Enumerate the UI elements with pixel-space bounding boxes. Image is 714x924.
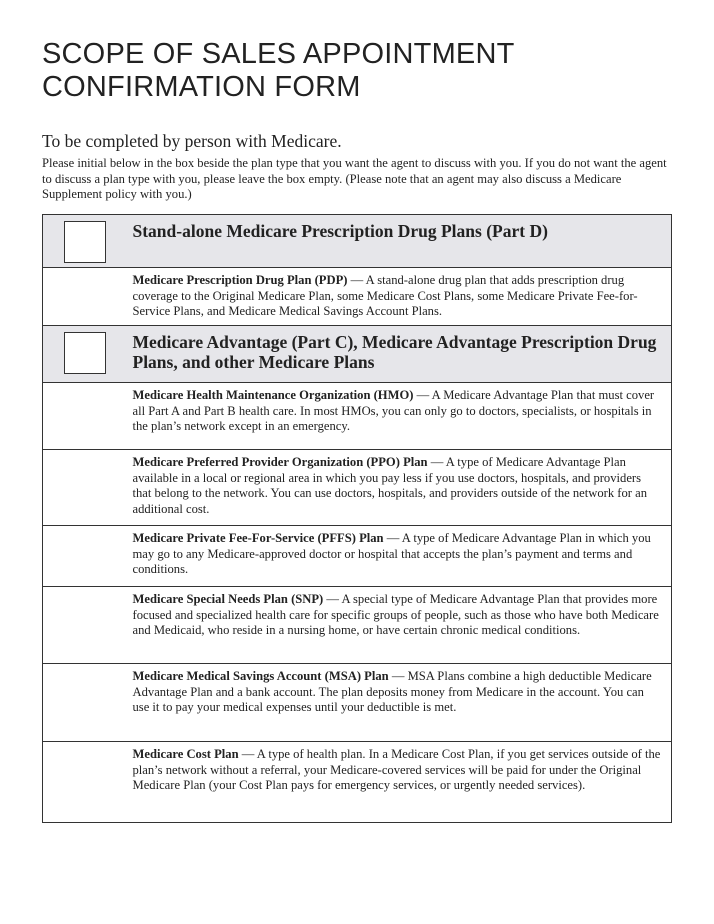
initial-box-part-c[interactable]: [64, 332, 106, 374]
plan-name-hmo: Medicare Health Maintenance Organization (HMO): [132, 388, 414, 402]
plan-name-pdp: Medicare Prescription Drug Plan (PDP): [132, 273, 348, 287]
section-heading-cell: [133, 326, 672, 383]
section-heading-cell: [133, 215, 672, 268]
plan-text-msa: — MSA Plans combine a high deductible Medicare Advantage Plan and a bank account. The plan deposits money from Medicare in the account. You can use it to pay your medical expenses until your deductible is met.: [132, 669, 652, 715]
plan-row-pdp: [43, 268, 672, 326]
section-heading-part-c: Medicare Advantage (Part C), Medicare Advantage Prescription Drug Plans, and other Medicare Plans: [132, 332, 657, 372]
title-line-1: SCOPE OF SALES APPOINTMENT: [42, 38, 515, 70]
plan-text-pffs: — A type of Medicare Advantage Plan in which you may go to any Medicare-approved doctor or hospital that accepts the plan’s payment and terms and conditions.: [132, 531, 651, 577]
plan-row-pffs: [43, 526, 672, 587]
title-line-2: CONFIRMATION FORM: [42, 71, 361, 103]
initial-box-cell: [43, 215, 133, 268]
section-heading-part-d: Stand-alone Medicare Prescription Drug Plans (Part D): [132, 221, 548, 241]
plan-row-msa: [43, 664, 672, 742]
plan-description: [133, 526, 672, 578]
plan-row-ppo: [43, 450, 672, 526]
plan-text-pdp: — A stand-alone drug plan that adds prescription drug coverage to the Original Medicare Plan, some Medicare Cost Plans, some Medicare Private Fee-for-Service Plans, and Medicare Medical Savings Account Plans.: [132, 273, 638, 319]
plan-name-snp: Medicare Special Needs Plan (SNP): [132, 592, 324, 606]
plan-row-snp: [43, 587, 672, 664]
plan-type-table: [42, 214, 672, 823]
plan-description: [133, 742, 672, 794]
section-row-part-d: [43, 215, 672, 268]
plan-description: [133, 268, 672, 320]
form-title: [42, 38, 682, 104]
form-subtitle: To be completed by person with Medicare.: [42, 131, 342, 151]
plan-description: [133, 383, 672, 435]
initial-box-cell: [43, 326, 133, 383]
plan-row-cost: [43, 742, 672, 823]
plan-name-pffs: Medicare Private Fee-For-Service (PFFS) Plan: [132, 531, 384, 545]
plan-name-msa: Medicare Medical Savings Account (MSA) Plan: [132, 669, 389, 683]
section-row-part-c: [43, 326, 672, 383]
plan-description: [133, 587, 672, 639]
plan-name-cost: Medicare Cost Plan: [132, 747, 239, 761]
plan-text-ppo: — A type of Medicare Advantage Plan available in a local or regional area in which you pay less if you use doctors, hospitals, and providers that belong to the network. You can use doctors, hospitals, and providers outside of the network for an additional cost.: [132, 455, 647, 516]
plan-name-ppo: Medicare Preferred Provider Organization (PPO) Plan: [132, 455, 428, 469]
plan-text-snp: — A special type of Medicare Advantage Plan that provides more focused and specialized health care for specific groups of people, such as those who have both Medicare and Medicaid, who reside in a nursing home, or have certain chronic medical conditions.: [132, 592, 659, 638]
plan-row-hmo: [43, 383, 672, 450]
plan-description: [133, 450, 672, 517]
form-instructions: Please initial below in the box beside the plan type that you want the agent to discuss with you. If you do not want the agent to discuss a plan type with you, please leave the box empty. (Please note that an agent may also discuss a Medicare Supplement policy with you.): [42, 156, 667, 201]
initial-box-part-d[interactable]: [64, 221, 106, 263]
plan-text-hmo: — A Medicare Advantage Plan that must cover all Part A and Part B health care. In most HMOs, you can only go to doctors, specialists, or hospitals in the plan’s network except in an emergency.: [132, 388, 655, 434]
plan-text-cost: — A type of health plan. In a Medicare Cost Plan, if you get services outside of the plan’s network without a referral, your Medicare-covered services will be paid for under the Original Medicare Plan (your Cost Plan pays for emergency services, or urgently needed services).: [132, 747, 661, 793]
plan-description: [133, 664, 672, 716]
